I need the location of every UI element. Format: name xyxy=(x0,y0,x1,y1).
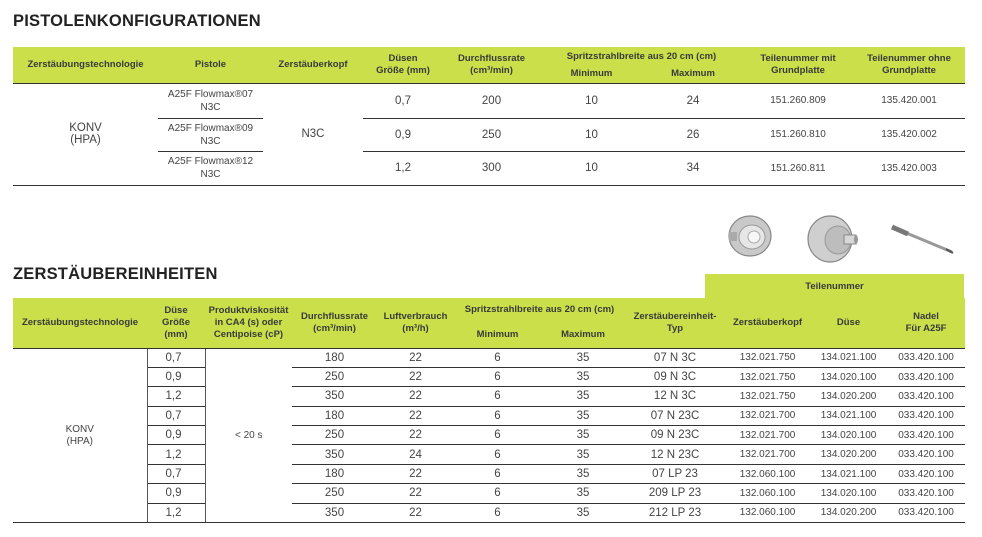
cell2-max: 35 xyxy=(541,367,625,386)
col-max: Maximum xyxy=(643,66,743,83)
cell-pn-with: 151.260.811 xyxy=(743,151,853,185)
col2-head: Zerstäuberkopf xyxy=(725,298,810,348)
cell2-nozzle: 134.021.100 xyxy=(810,406,887,425)
cell-pn-without: 135.420.003 xyxy=(853,151,965,185)
col-spray: Spritzstrahlbreite aus 20 cm (cm) xyxy=(540,47,743,66)
cell2-type: 09 N 3C xyxy=(625,367,725,386)
atomizer-row xyxy=(13,503,965,522)
atomizer-units-table xyxy=(13,298,965,523)
cell2-head: 132.060.100 xyxy=(725,464,810,483)
cell2-size: 0,7 xyxy=(147,406,205,425)
cell2-technology: KONV (HPA) xyxy=(13,348,147,523)
teilenummer-header: Teilenummer xyxy=(705,274,964,298)
cell2-air: 22 xyxy=(377,464,454,483)
atomizer-row xyxy=(13,484,965,503)
atomizer-row xyxy=(13,367,965,386)
cell2-type: 07 N 3C xyxy=(625,348,725,367)
cell-pn-with: 151.260.809 xyxy=(743,83,853,118)
cell-pistol: A25F Flowmax®07 N3C xyxy=(158,83,263,118)
cell2-nozzle: 134.020.100 xyxy=(810,367,887,386)
cell2-needle: 033.420.100 xyxy=(887,348,965,367)
cell-nozzle: 1,2 xyxy=(363,151,443,185)
col-nozzle: Düsen Größe (mm) xyxy=(363,47,443,83)
cell2-min: 6 xyxy=(454,445,541,464)
cell2-min: 6 xyxy=(454,387,541,406)
cell2-head: 132.021.750 xyxy=(725,348,810,367)
cell2-type: 12 N 3C xyxy=(625,387,725,406)
cell-pn-with: 151.260.810 xyxy=(743,118,853,151)
col2-unit-type: Zerstäubereinheit- Typ xyxy=(625,298,725,348)
cell2-needle: 033.420.100 xyxy=(887,426,965,445)
cell-flow: 200 xyxy=(443,83,540,118)
cell-pn-without: 135.420.001 xyxy=(853,83,965,118)
cell2-min: 6 xyxy=(454,426,541,445)
cell2-type: 209 LP 23 xyxy=(625,484,725,503)
cell2-head: 132.021.750 xyxy=(725,367,810,386)
cell2-air: 24 xyxy=(377,445,454,464)
cell2-air: 22 xyxy=(377,503,454,522)
col2-nozzle: Düse xyxy=(810,298,887,348)
cell-nozzle: 0,7 xyxy=(363,83,443,118)
cell2-size: 0,9 xyxy=(147,484,205,503)
cell2-needle: 033.420.100 xyxy=(887,503,965,522)
col2-min: Minimum xyxy=(454,322,541,348)
cell2-air: 22 xyxy=(377,367,454,386)
cell2-min: 6 xyxy=(454,484,541,503)
cell2-size: 0,7 xyxy=(147,464,205,483)
cell-min: 10 xyxy=(540,151,643,185)
col2-spray: Spritzstrahlbreite aus 20 cm (cm) xyxy=(454,298,625,322)
cell2-size: 0,9 xyxy=(147,367,205,386)
col2-max: Maximum xyxy=(541,322,625,348)
cell2-nozzle: 134.020.200 xyxy=(810,387,887,406)
col2-flow: Durchflussrate (cm³/min) xyxy=(292,298,377,348)
cell-min: 10 xyxy=(540,83,643,118)
cell-max: 26 xyxy=(643,118,743,151)
cell2-flow: 250 xyxy=(292,484,377,503)
atomizer-row xyxy=(13,406,965,425)
cell2-nozzle: 134.021.100 xyxy=(810,348,887,367)
nozzle-icon xyxy=(806,212,862,266)
cell2-max: 35 xyxy=(541,348,625,367)
cell2-min: 6 xyxy=(454,503,541,522)
section-title-pistol-config: PISTOLENKONFIGURATIONEN xyxy=(13,12,261,30)
cell2-size: 1,2 xyxy=(147,445,205,464)
cell2-nozzle: 134.021.100 xyxy=(810,464,887,483)
cell2-min: 6 xyxy=(454,406,541,425)
cell2-needle: 033.420.100 xyxy=(887,445,965,464)
col-flow: Durchflussrate (cm³/min) xyxy=(443,47,540,83)
cell-pn-without: 135.420.002 xyxy=(853,118,965,151)
cell2-size: 0,9 xyxy=(147,426,205,445)
cell2-flow: 350 xyxy=(292,387,377,406)
cell-flow: 250 xyxy=(443,118,540,151)
cell2-min: 6 xyxy=(454,348,541,367)
cell-head: N3C xyxy=(263,83,363,185)
col-pn-with: Teilenummer mit Grundplatte xyxy=(743,47,853,83)
cell-pistol: A25F Flowmax®09 N3C xyxy=(158,118,263,151)
cell2-air: 22 xyxy=(377,484,454,503)
cell2-max: 35 xyxy=(541,484,625,503)
cell2-air: 22 xyxy=(377,348,454,367)
cell-technology: KONV (HPA) xyxy=(13,83,158,185)
cell2-max: 35 xyxy=(541,445,625,464)
cell-pistol: A25F Flowmax®12 N3C xyxy=(158,151,263,185)
cell2-head: 132.060.100 xyxy=(725,484,810,503)
col2-size: Düse Größe (mm) xyxy=(147,298,205,348)
col2-viscosity: Produktviskosität in CA4 (s) oder Centipoise (cP) xyxy=(205,298,292,348)
cell2-type: 212 LP 23 xyxy=(625,503,725,522)
atomizer-row xyxy=(13,445,965,464)
cell2-viscosity: < 20 s xyxy=(205,348,292,523)
cell2-flow: 180 xyxy=(292,464,377,483)
cell2-needle: 033.420.100 xyxy=(887,484,965,503)
cell2-max: 35 xyxy=(541,464,625,483)
needle-icon xyxy=(888,222,956,256)
air-cap-icon xyxy=(726,212,774,260)
cell2-min: 6 xyxy=(454,367,541,386)
cell2-head: 132.021.700 xyxy=(725,426,810,445)
pistol-config-table xyxy=(13,47,965,186)
cell2-nozzle: 134.020.200 xyxy=(810,503,887,522)
col-head: Zerstäuberkopf xyxy=(263,47,363,83)
col-pistol: Pistole xyxy=(158,47,263,83)
cell2-min: 6 xyxy=(454,464,541,483)
atomizer-row xyxy=(13,464,965,483)
cell2-nozzle: 134.020.100 xyxy=(810,484,887,503)
cell2-needle: 033.420.100 xyxy=(887,464,965,483)
cell-flow: 300 xyxy=(443,151,540,185)
cell2-flow: 180 xyxy=(292,348,377,367)
cell2-air: 22 xyxy=(377,406,454,425)
col2-air: Luftverbrauch (m³/h) xyxy=(377,298,454,348)
atomizer-row xyxy=(13,387,965,406)
col-pn-without: Teilenummer ohne Grundplatte xyxy=(853,47,965,83)
atomizer-row xyxy=(13,426,965,445)
cell2-type: 07 N 23C xyxy=(625,406,725,425)
cell2-max: 35 xyxy=(541,426,625,445)
cell2-head: 132.021.750 xyxy=(725,387,810,406)
cell2-type: 07 LP 23 xyxy=(625,464,725,483)
col-technology: Zerstäubungstechnologie xyxy=(13,47,158,83)
cell2-needle: 033.420.100 xyxy=(887,367,965,386)
cell2-max: 35 xyxy=(541,387,625,406)
cell2-flow: 180 xyxy=(292,406,377,425)
cell2-nozzle: 134.020.200 xyxy=(810,445,887,464)
cell2-head: 132.060.100 xyxy=(725,503,810,522)
col2-technology: Zerstäubungstechnologie xyxy=(13,298,147,348)
cell2-size: 1,2 xyxy=(147,387,205,406)
atomizer-row xyxy=(13,348,965,367)
cell2-max: 35 xyxy=(541,406,625,425)
cell2-size: 0,7 xyxy=(147,348,205,367)
pistol-row xyxy=(13,83,965,118)
cell2-flow: 350 xyxy=(292,503,377,522)
cell2-flow: 350 xyxy=(292,445,377,464)
cell2-needle: 033.420.100 xyxy=(887,387,965,406)
cell2-head: 132.021.700 xyxy=(725,445,810,464)
cell2-head: 132.021.700 xyxy=(725,406,810,425)
cell2-air: 22 xyxy=(377,426,454,445)
cell2-max: 35 xyxy=(541,503,625,522)
cell2-type: 12 N 23C xyxy=(625,445,725,464)
cell2-flow: 250 xyxy=(292,426,377,445)
cell2-needle: 033.420.100 xyxy=(887,406,965,425)
cell2-size: 1,2 xyxy=(147,503,205,522)
cell2-type: 09 N 23C xyxy=(625,426,725,445)
section-title-atomizer-units: ZERSTÄUBEREINHEITEN xyxy=(13,265,218,283)
col-min: Minimum xyxy=(540,66,643,83)
cell-max: 34 xyxy=(643,151,743,185)
cell-min: 10 xyxy=(540,118,643,151)
cell2-air: 22 xyxy=(377,387,454,406)
cell2-nozzle: 134.020.100 xyxy=(810,426,887,445)
cell2-flow: 250 xyxy=(292,367,377,386)
cell-max: 24 xyxy=(643,83,743,118)
cell-nozzle: 0,9 xyxy=(363,118,443,151)
col2-needle: Nadel Für A25F xyxy=(887,298,965,348)
